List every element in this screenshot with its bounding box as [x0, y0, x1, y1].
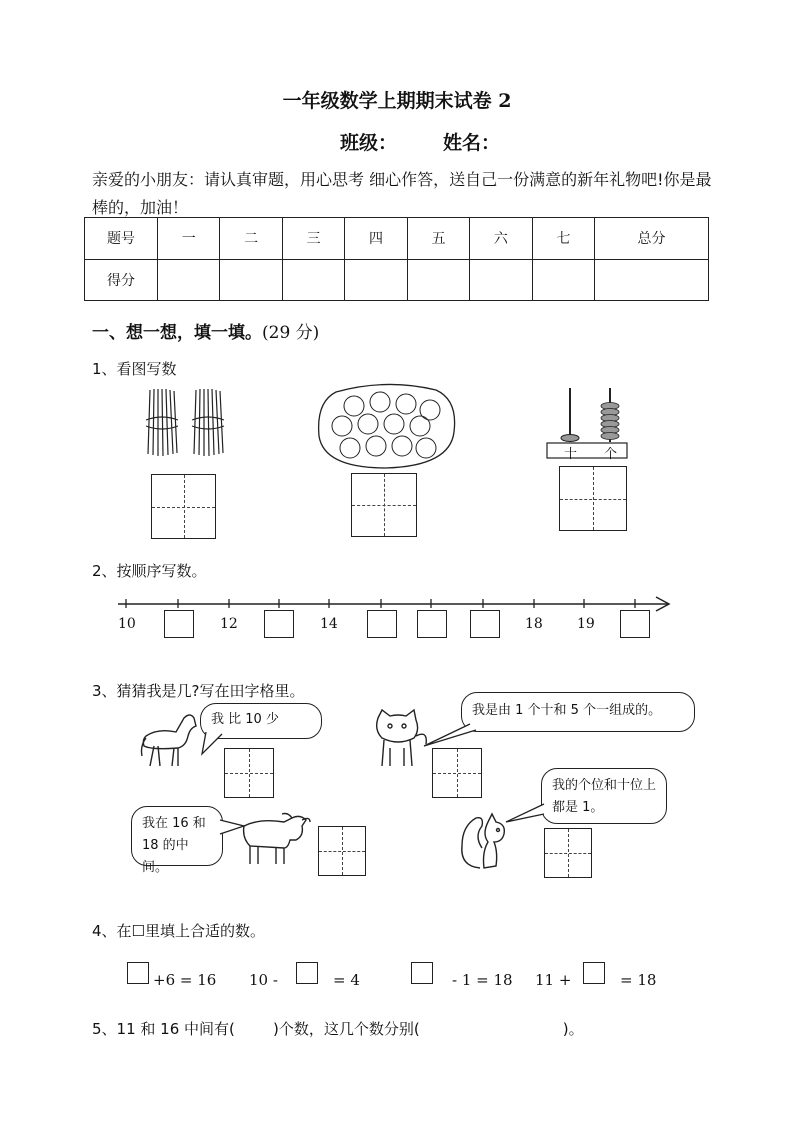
stick-bundle-icon [192, 389, 224, 456]
class-label: 班级： [340, 132, 398, 154]
q3-cat-answer-grid[interactable] [432, 748, 482, 798]
q3-squirrel-answer-grid[interactable] [544, 828, 592, 878]
section-1-points: (29 分) [262, 323, 320, 343]
abacus-image [546, 386, 630, 460]
number-line-label: 10 [118, 616, 136, 632]
number-line-answer-box[interactable] [620, 610, 650, 638]
name-label: 姓名： [443, 132, 501, 154]
number-line-answer-box[interactable] [417, 610, 447, 638]
score-row-label: 得分 [85, 259, 158, 301]
score-header-cell: 六 [470, 218, 532, 260]
apples-plate-image [316, 382, 458, 470]
squirrel-speech-bubble: 我的个位和十位上都是 1。 [541, 768, 667, 824]
score-header-cell: 题号 [85, 218, 158, 260]
q4-answer-box-2[interactable] [296, 962, 318, 984]
score-table-header-row [85, 218, 709, 260]
number-line-label: 19 [577, 616, 595, 632]
q4-label: 4、在☐里填上合适的数。 [92, 922, 265, 940]
q4-answer-box-3[interactable] [411, 962, 433, 984]
horse-icon [138, 710, 202, 770]
q1-answer-grid-1[interactable] [151, 474, 216, 539]
q4-equation-1: +6 = 16 [153, 971, 217, 989]
intro-text: 亲爱的小朋友：请认真审题，用心思考 细心作答，送自己一份满意的新年礼物吧!你是最棒的，加油！ [92, 170, 712, 217]
score-table [84, 217, 709, 301]
q4-equation-4-left: 11 + [535, 971, 572, 989]
q4-answer-box-4[interactable] [583, 962, 605, 984]
score-input-cell[interactable] [158, 259, 220, 301]
page-title: 一年级数学上期期末试卷 2 [282, 90, 512, 112]
number-line-label: 18 [525, 616, 543, 632]
q4-equation-4-right: = 18 [620, 971, 657, 989]
q1-answer-grid-2[interactable] [351, 473, 417, 537]
section-1-heading: 一、想一想，填一填。 [92, 323, 262, 343]
q3-horse-answer-grid[interactable] [224, 748, 274, 798]
score-table-score-row [85, 259, 709, 301]
score-header-cell: 一 [158, 218, 220, 260]
q4-equation-2-right: = 4 [333, 971, 360, 989]
q3-ox-answer-grid[interactable] [318, 826, 366, 876]
score-header-cell: 二 [220, 218, 282, 260]
number-line-answer-box[interactable] [164, 610, 194, 638]
number-line-answer-box[interactable] [367, 610, 397, 638]
score-header-cell: 总分 [595, 218, 709, 260]
number-line-label: 14 [320, 616, 338, 632]
section-1-title [92, 318, 319, 343]
abacus-tens-label: 十 [564, 447, 578, 462]
score-header-cell: 五 [407, 218, 469, 260]
q1-label: 1、看图写数 [92, 360, 177, 378]
number-line-answer-box[interactable] [264, 610, 294, 638]
abacus-ones-label: 个 [604, 447, 618, 462]
q4-equation-2-left: 10 - [249, 971, 278, 989]
score-header-cell: 四 [345, 218, 407, 260]
apple-icon [332, 392, 440, 458]
stick-bundle-icon [146, 389, 178, 456]
number-line-label: 12 [220, 616, 238, 632]
stick-bundles-image [140, 386, 240, 460]
ox-speech-bubble: 我在 16 和 18 的中间。 [131, 806, 223, 866]
score-header-cell: 三 [282, 218, 344, 260]
q1-answer-grid-3[interactable] [559, 466, 627, 531]
q5-text: 5、11 和 16 中间有( )个数，这几个数分别( )。 [92, 1020, 584, 1038]
score-input-cell[interactable] [470, 259, 532, 301]
q2-label: 2、按顺序写数。 [92, 562, 207, 580]
ox-icon [240, 812, 312, 866]
score-input-cell[interactable] [345, 259, 407, 301]
score-input-cell[interactable] [220, 259, 282, 301]
score-input-cell[interactable] [282, 259, 344, 301]
score-input-cell[interactable] [407, 259, 469, 301]
q3-label: 3、猜猜我是几?写在田字格里。 [92, 682, 305, 700]
squirrel-icon [458, 812, 518, 870]
score-input-cell[interactable] [595, 259, 709, 301]
q4-equation-3: - 1 = 18 [452, 971, 513, 989]
cat-speech-bubble: 我是由 1 个十和 5 个一组成的。 [461, 692, 695, 732]
score-input-cell[interactable] [532, 259, 594, 301]
number-line-answer-box[interactable] [470, 610, 500, 638]
score-header-cell: 七 [532, 218, 594, 260]
horse-speech-bubble: 我 比 10 少 [200, 703, 322, 739]
q4-answer-box-1[interactable] [127, 962, 149, 984]
